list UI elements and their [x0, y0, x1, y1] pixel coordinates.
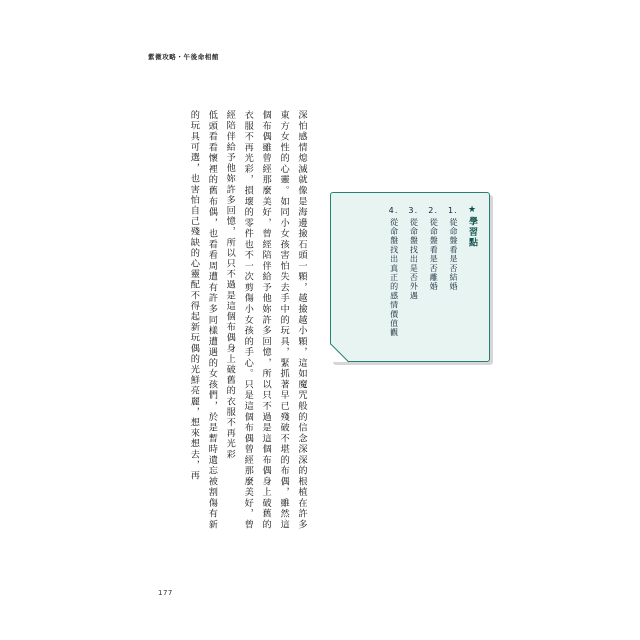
- callout-item-text: 從命盤看是否離婚: [429, 217, 439, 292]
- learning-points-callout: [330, 192, 490, 362]
- callout-list-item: [426, 205, 439, 291]
- callout-item-text: 從命盤找出是否外遇: [409, 217, 419, 301]
- body-paragraph-1: 深怕感情熄滅就像是海邊撿石頭一顆，越撿越小顆，這如魔咒般的信念深深的根植在許多東方女性的心靈。如同小女孩害怕失去手中的玩具，緊抓著早已殘破不堪的布偶，雖然這個布偶雖曾經那麼美好，曾經陪伴給予他妳許多回憶，所以只不過是這個布偶身上破舊的衣服不再光彩，損壞的零件也不一次剪傷小女孩的手心。只是這個布偶曾經那麼美好，曾經陪伴給予他妳許多回憶，所以只不過是這個布偶身上破舊的衣服不再光彩: [224, 110, 307, 530]
- callout-title-label: 學習點: [467, 216, 477, 248]
- page-number: 177: [158, 589, 173, 597]
- body-paragraph-2: 低頭看看懷裡的舊布偶，也看看周遭有許多同樣遭遇的女孩們，於是暫時遺忘被割傷有新的玩具可選，也害怕自己殘缺的心靈配不得起新玩偶的光鮮亮麗，想來想去，再: [188, 110, 218, 530]
- callout-title: [466, 205, 479, 248]
- callout-list-item: [407, 205, 420, 301]
- star-icon: ★: [467, 205, 477, 217]
- callout-item-text: 從命盤看是否結婚: [449, 217, 458, 292]
- body-text-block: [150, 110, 310, 530]
- callout-list-item: [387, 205, 400, 337]
- callout-item-number: 2.: [428, 206, 439, 215]
- callout-list-item: [446, 205, 459, 291]
- running-head: 紫微攻略・午後命相館: [148, 53, 219, 61]
- callout-item-number: 3.: [408, 206, 419, 215]
- callout-item-number: 4.: [388, 206, 399, 215]
- callout-item-number: 1.: [447, 206, 459, 215]
- callout-item-text: 從命盤找出真正的感情價值觀: [389, 217, 399, 338]
